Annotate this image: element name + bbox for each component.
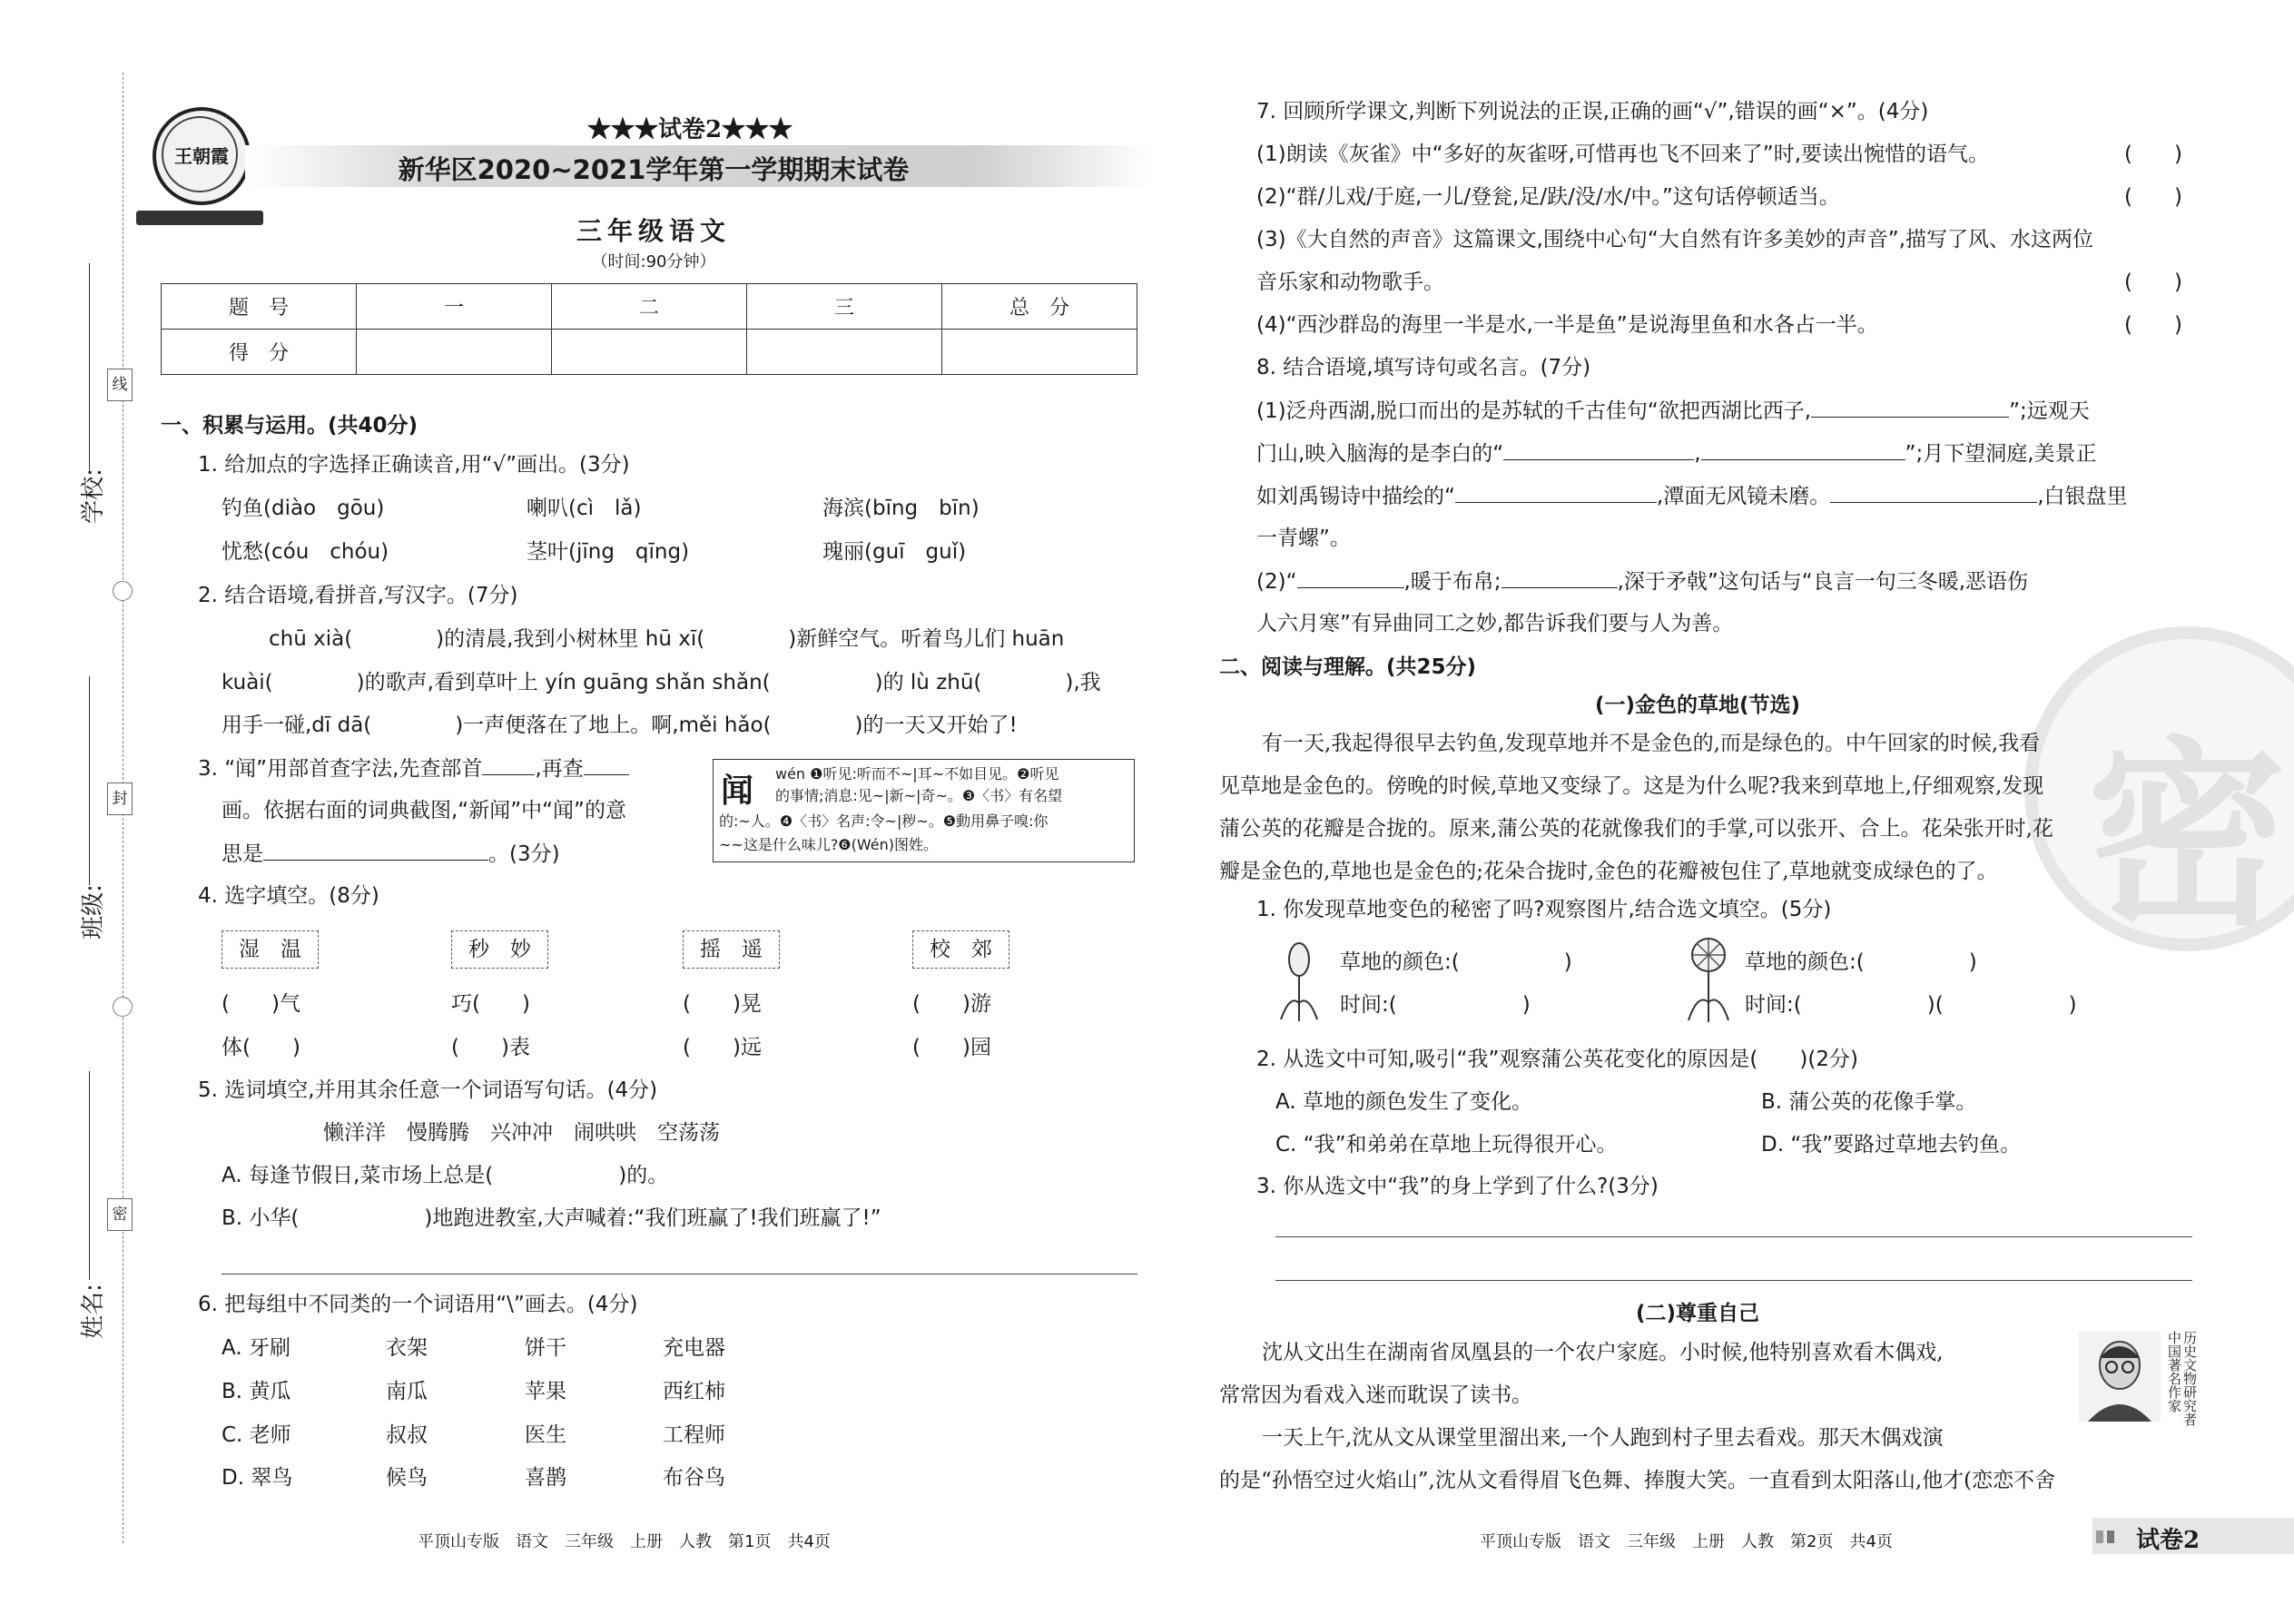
q3-line: [222, 840, 560, 868]
r1-color-1[interactable]: 草地的颜色:( ): [1340, 950, 1572, 974]
dandelion-open-icon: [1681, 935, 1736, 1024]
passage-1-line: 瓣是金色的,草地也是金色的;花朵合拢时,金色的花瓣被包住了,草地就变成绿色的了。: [1219, 860, 1998, 883]
passage-2-line: 的是“孙悟空过火焰山”,沈从文看得眉飞色舞、捧腹大笑。一直看到太阳落山,他才(恋恋不舍: [1219, 1469, 2056, 1492]
q8-text: 如刘禹锡诗中描绘的“: [1256, 485, 1455, 508]
subject-title: 三年级语文: [576, 216, 731, 246]
score-cell: 题 号: [162, 284, 357, 330]
q7-statement: (1)朗读《灰雀》中“多好的灰雀呀,可惜再也飞不回来了”时,要读出惋惜的语气。: [1256, 143, 1990, 166]
q6-item[interactable]: 充电器: [663, 1336, 725, 1360]
question-4: 4. 选字填空。(8分): [198, 884, 379, 908]
watermark-seal: [2024, 626, 2294, 951]
q8-blank[interactable]: [1811, 397, 2009, 418]
right-page-footer: 平顶山专版 语文 三年级 上册 人教 第2页 共4页: [1480, 1532, 1893, 1551]
logo-ribbon: [136, 211, 263, 225]
score-cell: 三: [747, 284, 942, 330]
q6-item[interactable]: 叔叔: [386, 1423, 428, 1447]
q5-answer-line[interactable]: [222, 1274, 1137, 1275]
q4-word-box: 秒 妙: [451, 930, 548, 969]
reading-q3: 3. 你从选文中“我”的身上学到了什么?(3分): [1256, 1175, 1659, 1198]
r2-option-b[interactable]: B. 蒲公英的花像手掌。: [1761, 1090, 1977, 1114]
q7-judge-paren[interactable]: ( ): [2124, 185, 2182, 209]
section-1-title: 一、积累与运用。(共40分): [161, 414, 418, 438]
page-title: 新华区2020~2021学年第一学期期末试卷: [398, 154, 910, 185]
exam-time: （时间:90分钟）: [591, 252, 716, 271]
q7-judge-paren[interactable]: ( ): [2124, 143, 2182, 166]
dictionary-excerpt: [713, 759, 1135, 862]
q6-item[interactable]: A. 牙刷: [222, 1336, 290, 1360]
q4-word-box: 摇 遥: [683, 930, 780, 969]
q4-word-box: 湿 温: [222, 930, 319, 969]
score-cell: 总 分: [942, 284, 1137, 330]
q1-item: 茎叶(jīng qīng): [527, 540, 690, 564]
q1-item: 瑰丽(guī guǐ): [822, 540, 967, 564]
q2-line: kuài( )的歌声,看到草叶上 yín guāng shǎn shǎn( )的 lù zhū( ),我: [222, 671, 1101, 694]
q4-blank[interactable]: ( )晃: [683, 992, 762, 1016]
school-label: 学校:: [79, 468, 107, 524]
q4-word-box: 校 郊: [912, 930, 1009, 969]
q1-item: 忧愁(cóu chóu): [222, 540, 389, 564]
class-underline: [89, 676, 90, 885]
q6-item[interactable]: 喜鹊: [525, 1466, 566, 1490]
name-label: 姓名:: [79, 1284, 107, 1339]
q7-judge-paren[interactable]: ( ): [2124, 313, 2182, 337]
q7-judge-paren[interactable]: ( ): [2124, 271, 2182, 294]
r1-time-2[interactable]: 时间:( )( ): [1745, 993, 2077, 1017]
q8-text: (2)“: [1256, 570, 1297, 594]
score-input-cell[interactable]: [552, 330, 747, 375]
q7-statement: (3)《大自然的声音》这篇课文,围绕中心句“大自然有许多美妙的声音”,描写了风、水这两位: [1256, 228, 2094, 251]
question-5: 5. 选词填空,并用其余任意一个词语写句话。(4分): [198, 1078, 658, 1102]
footer-deco-squares: [2096, 1530, 2122, 1543]
q6-item[interactable]: B. 黄瓜: [222, 1380, 291, 1403]
dict-line: ~~这是什么味儿?❻(Wén)图姓。: [719, 836, 939, 853]
question-6: 6. 把每组中不同类的一个词语用“\”画去。(4分): [198, 1293, 638, 1316]
q6-item[interactable]: 医生: [525, 1423, 566, 1447]
q3-meaning-blank[interactable]: [263, 840, 488, 861]
q8-text: ”;月下望洞庭,美景正: [1905, 442, 2097, 466]
q3-text: 。(3分): [488, 842, 560, 866]
passage-1-line: 有一天,我起得很早去钓鱼,发现草地并不是金色的,而是绿色的。中午回家的时候,我看: [1262, 732, 2041, 755]
q8-blank[interactable]: [1503, 439, 1694, 460]
r2-option-a[interactable]: A. 草地的颜色发生了变化。: [1275, 1090, 1532, 1114]
section-2-title: 二、阅读与理解。(共25分): [1219, 655, 1477, 679]
q4-blank[interactable]: ( )游: [912, 992, 991, 1016]
r3-answer-line[interactable]: [1275, 1280, 2192, 1281]
class-label: 班级:: [79, 884, 107, 940]
q8-text: ,潭面无风镜未磨。: [1656, 485, 1831, 508]
q6-item[interactable]: 布谷鸟: [663, 1466, 725, 1490]
q8-text: ,深于矛戟”这句话与“良言一句三冬暖,恶语伤: [1617, 570, 2029, 594]
q8-text: ,白银盘里: [2037, 485, 2128, 508]
author-portrait-icon: [2079, 1331, 2161, 1422]
q8-blank[interactable]: [1701, 439, 1905, 460]
paper-tag: ★★★试卷2★★★: [586, 116, 793, 143]
question-8: 8. 结合语境,填写诗句或名言。(7分): [1256, 356, 1591, 379]
paper-tag-label: 试卷2: [2136, 1527, 2200, 1554]
q1-item: 钓鱼(diào gōu): [222, 497, 385, 520]
q6-item[interactable]: C. 老师: [222, 1423, 291, 1447]
q8-blank[interactable]: [1297, 567, 1404, 588]
q6-item[interactable]: 衣架: [386, 1336, 428, 1360]
score-cell: 一: [357, 284, 552, 330]
seal-mark-secret: 密: [107, 1198, 133, 1231]
q6-item[interactable]: 西红柿: [663, 1380, 725, 1403]
q8-line: 人六月寒”有异曲同工之妙,都告诉我们要与人为善。: [1256, 612, 1734, 635]
q8-blank[interactable]: [1830, 482, 2037, 503]
q2-line: 用手一碰,dī dā( )一声便落在了地上。啊,měi hǎo( )的一天又开始了!: [222, 714, 1018, 737]
q8-line: [1256, 397, 2090, 425]
q8-text: (1)泛舟西湖,脱口而出的是苏轼的千古佳句“欲把西湖比西子,: [1256, 399, 1812, 423]
dict-line: 的:~人。❹〈书〉名声:令~|秽~。❺動用鼻子嗅:你: [719, 812, 1049, 830]
watermark-text: 密: [2086, 717, 2287, 951]
dict-line: wén ❶听见:听而不~|耳~不如目见。❷听见: [775, 765, 1059, 782]
portrait-caption: 历史文物研究者 中国著名作家: [2166, 1331, 2198, 1426]
score-input-cell[interactable]: [747, 330, 942, 375]
r1-time-1[interactable]: 时间:( ): [1340, 993, 1531, 1017]
passage-2-title: (二)尊重自己: [1635, 1302, 1760, 1325]
dandelion-closed-icon: [1275, 940, 1323, 1023]
score-table-header-row: [162, 284, 1137, 330]
passage-2-line: 常常因为看戏入迷而耽误了读书。: [1219, 1383, 1532, 1407]
q3-strokes-blank[interactable]: [584, 754, 629, 775]
seal-mark-line: 线: [107, 369, 133, 401]
passage-1-title: (一)金色的草地(节选): [1594, 694, 1801, 717]
q8-line: [1256, 482, 2128, 510]
r2-option-d[interactable]: D. “我”要路过草地去钓鱼。: [1761, 1133, 2022, 1156]
dict-line: 的事情;消息:见~|新~|奇~。❸〈书〉有名望: [775, 787, 1063, 804]
r3-answer-line[interactable]: [1275, 1236, 2192, 1237]
q4-blank[interactable]: ( )气: [222, 992, 300, 1016]
q2-line: chū xià( )的清晨,我到小树林里 hū xī( )新鲜空气。听着鸟儿们 huān: [269, 627, 1065, 651]
passage-1-line: 见草地是金色的。傍晚的时候,草地又变绿了。这是为什么呢?我来到草地上,仔细观察,发现: [1219, 774, 2044, 798]
q6-item[interactable]: 南瓜: [386, 1380, 428, 1403]
q5-word-bank: 懒洋洋 慢腾腾 兴冲冲 闹哄哄 空荡荡: [323, 1121, 720, 1145]
score-input-cell[interactable]: [357, 330, 552, 375]
q3-radical-blank[interactable]: [482, 754, 535, 775]
r1-color-2[interactable]: 草地的颜色:( ): [1745, 950, 1977, 974]
q8-line: 一青螺”。: [1256, 527, 1351, 550]
q6-item[interactable]: 饼干: [525, 1336, 566, 1360]
question-3: [198, 754, 629, 782]
question-7: 7. 回顾所学课文,判断下列说法的正误,正确的画“√”,错误的画“×”。(4分): [1256, 100, 1929, 123]
q6-item[interactable]: 苹果: [525, 1380, 566, 1403]
q8-text: 门山,映入脑海的是李白的“: [1256, 442, 1504, 466]
q4-blank[interactable]: ( )园: [912, 1036, 991, 1059]
q7-statement: (2)“群/儿戏/于庭,一儿/登瓮,足/趺/没/水/中。”这句话停顿适当。: [1256, 185, 1840, 209]
q7-statement: (4)“西沙群岛的海里一半是水,一半是鱼”是说海里鱼和水各占一半。: [1256, 313, 1878, 337]
q4-blank[interactable]: 巧( ): [451, 992, 530, 1016]
q8-line: [1256, 439, 2097, 468]
q6-item[interactable]: D. 翠鸟: [222, 1466, 293, 1490]
reading-q1: 1. 你发现草地变色的秘密了吗?观察图片,结合选文填空。(5分): [1256, 898, 1832, 921]
binding-hole-icon: [113, 581, 133, 601]
score-table: [161, 283, 1137, 375]
score-input-cell[interactable]: [942, 330, 1137, 375]
binding-hole-icon: [113, 997, 133, 1017]
q8-line: [1256, 567, 2028, 595]
question-1: 1. 给加点的字选择正确读音,用“√”画出。(3分): [198, 453, 630, 477]
left-page-footer: 平顶山专版 语文 三年级 上册 人教 第1页 共4页: [418, 1532, 831, 1551]
q4-blank[interactable]: 体( ): [222, 1036, 300, 1059]
q4-blank[interactable]: ( )表: [451, 1036, 530, 1059]
q1-item: 海滨(bīng bīn): [822, 497, 980, 520]
q7-statement: 音乐家和动物歌手。: [1256, 271, 1444, 294]
name-underline: [89, 1071, 90, 1280]
brand-logo-text: 王朝霞: [174, 145, 229, 167]
q8-text: ,暖于布帛;: [1403, 570, 1501, 594]
r2-option-c[interactable]: C. “我”和弟弟在草地上玩得很开心。: [1275, 1133, 1618, 1156]
q6-item[interactable]: 候鸟: [386, 1466, 428, 1490]
q3-text: ,再查: [535, 757, 584, 781]
paper-tag-footer: [2092, 1518, 2294, 1554]
q3-text: 3. “闻”用部首查字法,先查部首: [198, 757, 483, 781]
q3-text: 思是: [222, 842, 263, 866]
school-underline: [89, 263, 90, 472]
brand-logo: [153, 107, 251, 205]
dict-char: 闻: [721, 772, 754, 810]
passage-2-line: 一天上午,沈从文从课堂里溜出来,一个人跑到村子里去看戏。那天木偶戏演: [1262, 1426, 1944, 1450]
score-cell: 二: [552, 284, 747, 330]
passage-1-line: 蒲公英的花瓣是合拢的。原来,蒲公英的花就像我们的手掌,可以张开、合上。花朵张开时,花: [1219, 817, 2053, 841]
reading-q2: 2. 从选文中可知,吸引“我”观察蒲公英花变化的原因是( )(2分): [1256, 1048, 1858, 1071]
q6-item[interactable]: 工程师: [663, 1423, 725, 1447]
seal-mark-seal: 封: [107, 782, 133, 815]
score-cell: 得 分: [162, 330, 357, 375]
q1-item: 喇叭(cì lǎ): [527, 497, 642, 520]
q5-option-b: B. 小华( )地跑进教室,大声喊着:“我们班赢了!我们班赢了!”: [222, 1206, 881, 1230]
q4-blank[interactable]: ( )远: [683, 1036, 762, 1059]
q3-line: 画。依据右面的词典截图,“新闻”中“闻”的意: [222, 799, 626, 822]
question-2: 2. 结合语境,看拼音,写汉字。(7分): [198, 584, 518, 607]
q5-option-a: A. 每逢节假日,菜市场上总是( )的。: [222, 1164, 669, 1187]
q8-text: ,: [1694, 442, 1701, 466]
score-table-score-row: [162, 330, 1137, 375]
q8-text: ”;远观天: [2009, 399, 2090, 423]
passage-2-line: 沈从文出生在湖南省凤凰县的一个农户家庭。小时候,他特别喜欢看木偶戏,: [1262, 1341, 1944, 1364]
q8-blank[interactable]: [1501, 567, 1618, 588]
q8-blank[interactable]: [1455, 482, 1657, 503]
